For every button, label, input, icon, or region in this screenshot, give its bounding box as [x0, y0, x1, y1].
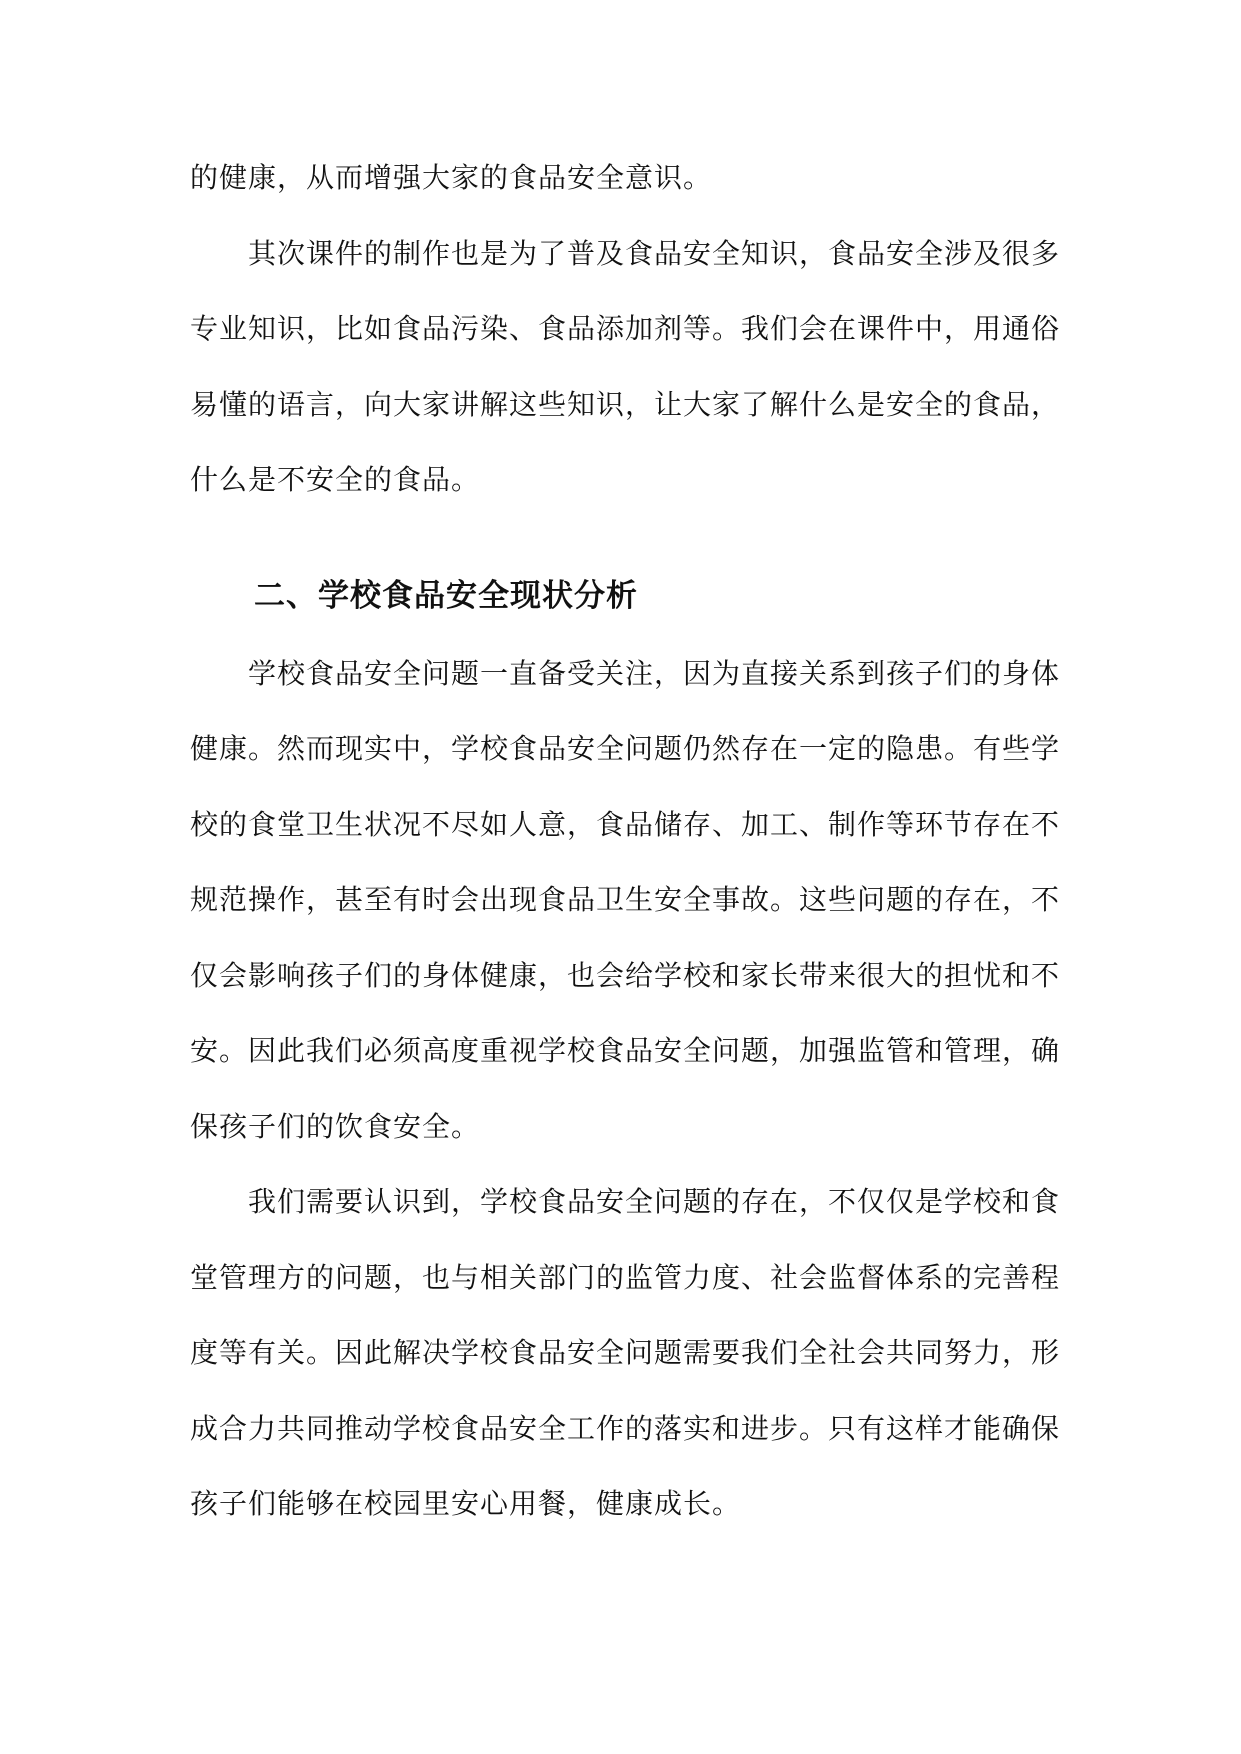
paragraph-current-situation: 学校食品安全问题一直备受关注，因为直接关系到孩子们的身体健康。然而现实中，学校食品安全问题仍然存在一定的隐患。有些学校的食堂卫生状况不尽如人意，食品储存、加工、制作等环节存在不规范操作，甚至有时会出现食品卫生安全事故。这些问题的存在，不仅会影响孩子们的身体健康，也会给学校和家长带来很大的担忧和不安。因此我们必须高度重视学校食品安全问题，加强监管和管理，确保孩子们的饮食安全。	[190, 656, 1061, 1143]
paragraph-courseware-purpose: 其次课件的制作也是为了普及食品安全知识，食品安全涉及很多专业知识，比如食品污染、食品添加剂等。我们会在课件中，用通俗易懂的语言，向大家讲解这些知识，让大家了解什么是安全的食品，什么是不安全的食品。	[190, 236, 1061, 496]
paragraph-joint-effort: 我们需要认识到，学校食品安全问题的存在，不仅仅是学校和食堂管理方的问题，也与相关部门的监管力度、社会监督体系的完善程度等有关。因此解决学校食品安全问题需要我们全社会共同努力，形成合力共同推动学校食品安全工作的落实和进步。只有这样才能确保孩子们能够在校园里安心用餐，健康成长。	[190, 1185, 1061, 1520]
paragraph-continuation: 的健康，从而增强大家的食品安全意识。	[190, 161, 713, 194]
document-body	[190, 140, 1060, 1542]
section-heading: 二、学校食品安全现状分析	[254, 577, 638, 614]
